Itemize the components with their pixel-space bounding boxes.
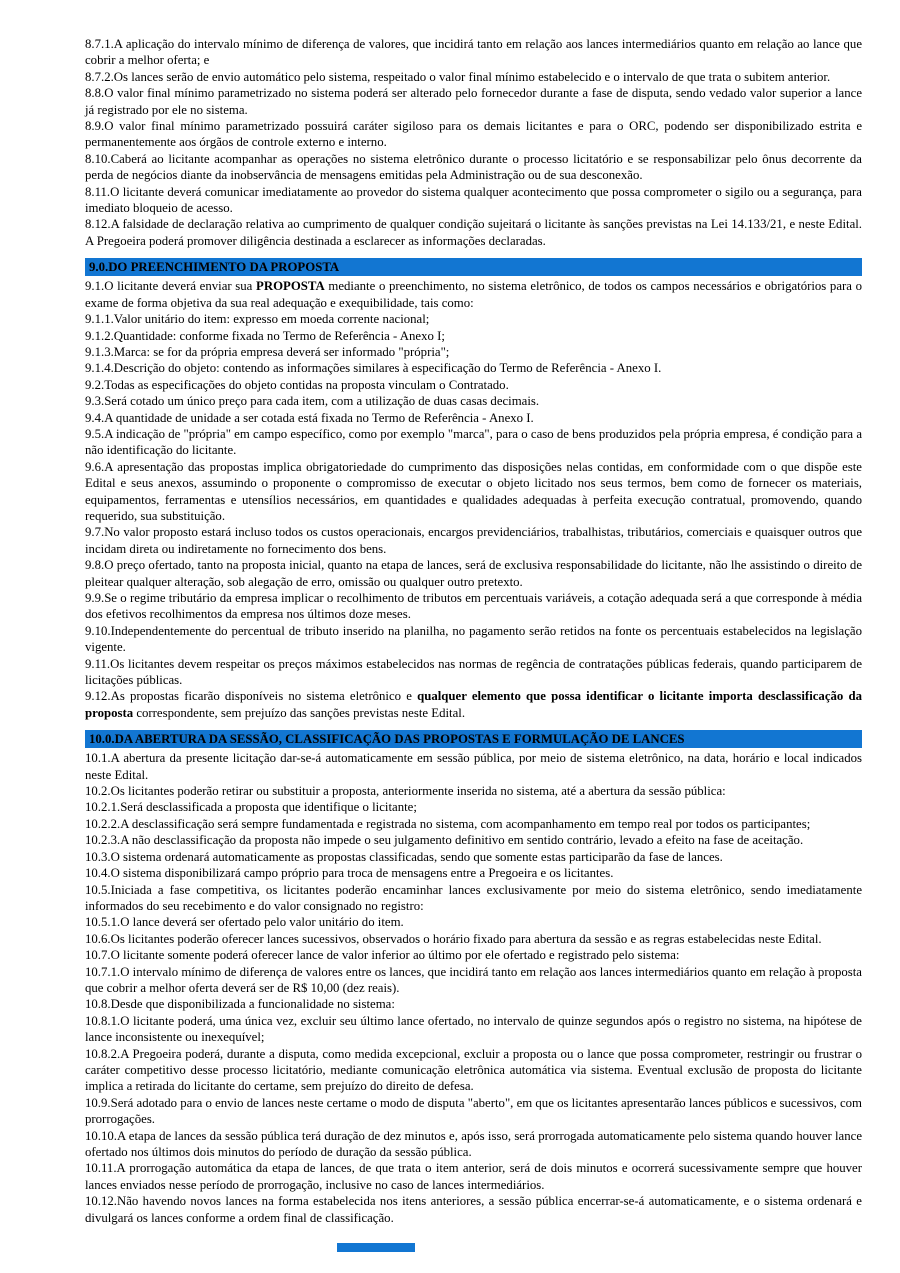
text-run: 10.7.1.O intervalo mínimo de diferença de valores entre os lances, que incidirá tanto em relação aos lances intermediários quanto em relação à proposta que cobrir a melhor oferta deverá ser de R$ 10,00 (dez reais). (85, 964, 862, 995)
document-blocks (85, 36, 862, 1226)
paragraph (85, 377, 862, 393)
text-run: 9.4.A quantidade de unidade a ser cotada está fixada no Termo de Referência - Anexo I. (85, 410, 534, 425)
paragraph (85, 426, 862, 459)
text-run: 10.10.A etapa de lances da sessão pública terá duração de dez minutos e, após isso, será prorrogada automaticamente pelo sistema quando houver lance ofertado nos últimos dois minutos do período de duração da sessão pública. (85, 1128, 862, 1159)
paragraph (85, 750, 862, 783)
paragraph (85, 1160, 862, 1193)
paragraph (85, 118, 862, 151)
footer-blue-marker (337, 1243, 415, 1252)
paragraph (85, 410, 862, 426)
paragraph (85, 688, 862, 721)
paragraph (85, 1013, 862, 1046)
section-header: 9.0.DO PREENCHIMENTO DA PROPOSTA (85, 258, 862, 276)
text-run: 9.9.Se o regime tributário da empresa implicar o recolhimento de tributos em percentuais variáveis, a cotação adequada será a que corresponde à média dos efetivos recolhimentos da empresa nos últimos doze meses. (85, 591, 862, 622)
paragraph (85, 524, 862, 557)
paragraph (85, 393, 862, 409)
paragraph (85, 882, 862, 915)
text-run: 8.7.1.A aplicação do intervalo mínimo de diferença de valores, que incidirá tanto em relação aos lances intermediários quanto em relação ao lance que cobrir a melhor oferta; e (85, 37, 862, 68)
text-run: 9.10.Independentemente do percentual de tributo inserido na planilha, no pagamento serão retidos na fonte os percentuais estabelecidos na legislação vigente. (85, 623, 862, 655)
text-run: 10.2.Os licitantes poderão retirar ou substituir a proposta, anteriormente inserida no sistema, até a abertura da sessão pública: (85, 784, 726, 799)
paragraph (85, 931, 862, 947)
paragraph (85, 656, 862, 689)
text-run: mediante o preenchimento, no sistema eletrônico, de todos os campos necessários e obrigatórios para o exame de forma objetiva da sua real adequação e exequibilidade, tais como: (85, 279, 862, 310)
text-run: 9.1.4.Descrição do objeto: contendo as informações similares à especificação do Termo de Referência - Anexo I. (85, 361, 662, 376)
text-run: 10.9.Será adotado para o envio de lances neste certame o modo de disputa "aberto", em que os licitantes apresentarão lances públicos e sucessivos, com prorrogações. (85, 1095, 862, 1127)
text-run: 10.4.O sistema disponibilizará campo próprio para troca de mensagens entre a Pregoeira e os licitantes. (85, 866, 614, 881)
text-run: 9.3.Será cotado um único preço para cada item, com a utilização de duas casas decimais. (85, 394, 540, 409)
text-run: 9.6.A apresentação das propostas implica obrigatoriedade do cumprimento das disposições nelas contidas, em conformidade com o que dispõe este Edital e seus anexos, assumindo o proponente o compromisso de executar o objeto licitado nos seus termos, bem como de fornecer os materiais, equipamentos, ferramentas e utensílios necessários, em quantidades e qualidades adequadas à perfeita execução contratual, promovendo, quando requerido, sua substituição. (85, 459, 862, 523)
text-run: 8.11.O licitante deverá comunicar imediatamente ao provedor do sistema qualquer acontecimento que possa comprometer o sigilo ou a segurança, para imediato bloqueio de acesso. (85, 184, 862, 216)
text-run: 8.12.A falsidade de declaração relativa ao cumprimento de qualquer condição sujeitará o licitante às sanções previstas na Lei 14.133/21, e neste Edital. A Pregoeira poderá promover diligência destinada a esclarecer as informações declaradas. (85, 217, 862, 248)
bold-text: PROPOSTA (256, 279, 325, 294)
text-run: 9.1.O licitante deverá enviar sua (85, 279, 257, 294)
paragraph (85, 344, 862, 360)
paragraph (85, 590, 862, 623)
text-run: 10.5.Iniciada a fase competitiva, os licitantes poderão encaminhar lances exclusivamente por meio do sistema eletrônico, sendo imediatamente informados do seu recebimento e do valor consignado no registro: (85, 882, 862, 913)
text-run: 9.1.1.Valor unitário do item: expresso em moeda corrente nacional; (85, 312, 430, 327)
text-run: 10.6.Os licitantes poderão oferecer lances sucessivos, observados o horário fixado para abertura da sessão e as regras estabelecidas neste Edital. (85, 931, 822, 946)
paragraph (85, 1193, 862, 1226)
text-run: 8.9.O valor final mínimo parametrizado possuirá caráter sigiloso para os demais licitantes e para o ORC, podendo ser disponibilizado estrita e permanentemente aos órgãos de controle externo e interno. (85, 119, 862, 150)
text-run: 8.8.O valor final mínimo parametrizado no sistema poderá ser alterado pelo fornecedor durante a fase de disputa, sendo vedado valor superior a lance já registrado por ele no sistema. (85, 86, 862, 117)
text-run: 8.10.Caberá ao licitante acompanhar as operações no sistema eletrônico durante o processo licitatório e se responsabilizar pelo ônus decorrente da perda de negócios diante da inobservância de mensagens emitidas pela Administração ou de sua desconexão. (85, 151, 862, 183)
paragraph (85, 216, 862, 249)
bold-text: qualquer elemento que possa identificar o licitante importa desclassificação da proposta (85, 689, 862, 720)
text-run: 10.5.1.O lance deverá ser ofertado pelo valor unitário do item. (85, 915, 404, 930)
text-run: 9.8.O preço ofertado, tanto na proposta inicial, quanto na etapa de lances, será de exclusiva responsabilidade do licitante, não lhe assistindo o direito de pleitear qualquer alteração, sob alegação de erro, omissão ou qualquer outro pretexto. (85, 558, 862, 589)
paragraph (85, 816, 862, 832)
text-run: 10.3.O sistema ordenará automaticamente as propostas classificadas, sendo que somente estas participarão da fase de lances. (85, 849, 723, 864)
paragraph (85, 849, 862, 865)
text-run: 10.2.1.Será desclassificada a proposta que identifique o licitante; (85, 800, 417, 815)
text-run: 10.7.O licitante somente poderá oferecer lance de valor inferior ao último por ele ofertado e registrado pelo sistema: (85, 948, 680, 963)
text-run: 10.8.1.O licitante poderá, uma única vez, excluir seu último lance ofertado, no intervalo de quinze segundos após o registro no sistema, na hipótese de lance inconsistente ou inexequível; (85, 1013, 862, 1045)
paragraph (85, 360, 862, 376)
text-run: correspondente, sem prejuízo das sanções previstas neste Edital. (133, 705, 466, 720)
paragraph (85, 184, 862, 217)
text-run: 9.11.Os licitantes devem respeitar os preços máximos estabelecidos nas normas de regência de contratações públicas federais, quando participarem de licitações públicas. (85, 656, 862, 688)
text-run: 10.1.A abertura da presente licitação dar-se-á automaticamente em sessão pública, por meio de sistema eletrônico, na data, horário e local indicados neste Edital. (85, 751, 862, 782)
paragraph (85, 996, 862, 1012)
paragraph (85, 832, 862, 848)
text-run: 10.11.A prorrogação automática da etapa de lances, de que trata o item anterior, será de dois minutos e ocorrerá sucessivamente sempre que houver lances enviados nesse período de prorrogação, inclusive no caso de lances intermediários. (85, 1161, 862, 1192)
text-run: 8.7.2.Os lances serão de envio automático pelo sistema, respeitado o valor final mínimo estabelecido e o intervalo de que trata o subitem anterior. (85, 69, 831, 84)
paragraph (85, 85, 862, 118)
text-run: 10.8.Desde que disponibilizada a funcionalidade no sistema: (85, 997, 395, 1012)
text-run: 9.1.3.Marca: se for da própria empresa deverá ser informado "própria"; (85, 344, 450, 359)
text-run: 9.12.As propostas ficarão disponíveis no sistema eletrônico e (85, 689, 418, 704)
text-run: 10.8.2.A Pregoeira poderá, durante a disputa, como medida excepcional, excluir a proposta ou o lance que possa comprometer, restringir ou frustrar o caráter competitivo desse processo licitatório, mediante comunicação eletrônica automática via sistema. Eventual exclusão de proposta do licitante implica a retirada do licitante do certame, sem prejuízo do direito de defesa. (85, 1046, 862, 1094)
paragraph (85, 311, 862, 327)
paragraph (85, 328, 862, 344)
section-header: 10.0.DA ABERTURA DA SESSÃO, CLASSIFICAÇÃO DAS PROPOSTAS E FORMULAÇÃO DE LANCES (85, 730, 862, 748)
text-run: 9.7.No valor proposto estará incluso todos os custos operacionais, encargos previdenciários, trabalhistas, tributários, comerciais e quaisquer outros que incidam direta ou indiretamente no fornecimento dos bens. (85, 525, 862, 556)
paragraph (85, 36, 862, 69)
paragraph (85, 865, 862, 881)
paragraph (85, 278, 862, 311)
paragraph (85, 69, 862, 85)
text-run: 9.5.A indicação de "própria" em campo específico, como por exemplo "marca", para o caso de bens produzidos pela própria empresa, é condição para a não identificação do licitante. (85, 426, 862, 458)
paragraph (85, 783, 862, 799)
paragraph (85, 1095, 862, 1128)
paragraph (85, 1046, 862, 1095)
paragraph (85, 557, 862, 590)
paragraph (85, 947, 862, 963)
paragraph (85, 914, 862, 930)
paragraph (85, 623, 862, 656)
paragraph (85, 459, 862, 525)
text-run: 10.2.3.A não desclassificação da proposta não impede o seu julgamento definitivo em sentido contrário, levado a efeito na fase de aceitação. (85, 833, 804, 848)
paragraph (85, 799, 862, 815)
paragraph (85, 1128, 862, 1161)
paragraph (85, 151, 862, 184)
text-run: 9.1.2.Quantidade: conforme fixada no Termo de Referência - Anexo I; (85, 328, 445, 343)
paragraph (85, 964, 862, 997)
text-run: 10.2.2.A desclassificação será sempre fundamentada e registrada no sistema, com acompanhamento em tempo real por todos os participantes; (85, 816, 811, 831)
text-run: 10.12.Não havendo novos lances na forma estabelecida nos itens anteriores, a sessão pública encerrar-se-á automaticamente, e o sistema ordenará e divulgará os lances conforme a ordem final de classificação. (85, 1194, 862, 1225)
text-run: 9.2.Todas as especificações do objeto contidas na proposta vinculam o Contratado. (85, 377, 509, 392)
